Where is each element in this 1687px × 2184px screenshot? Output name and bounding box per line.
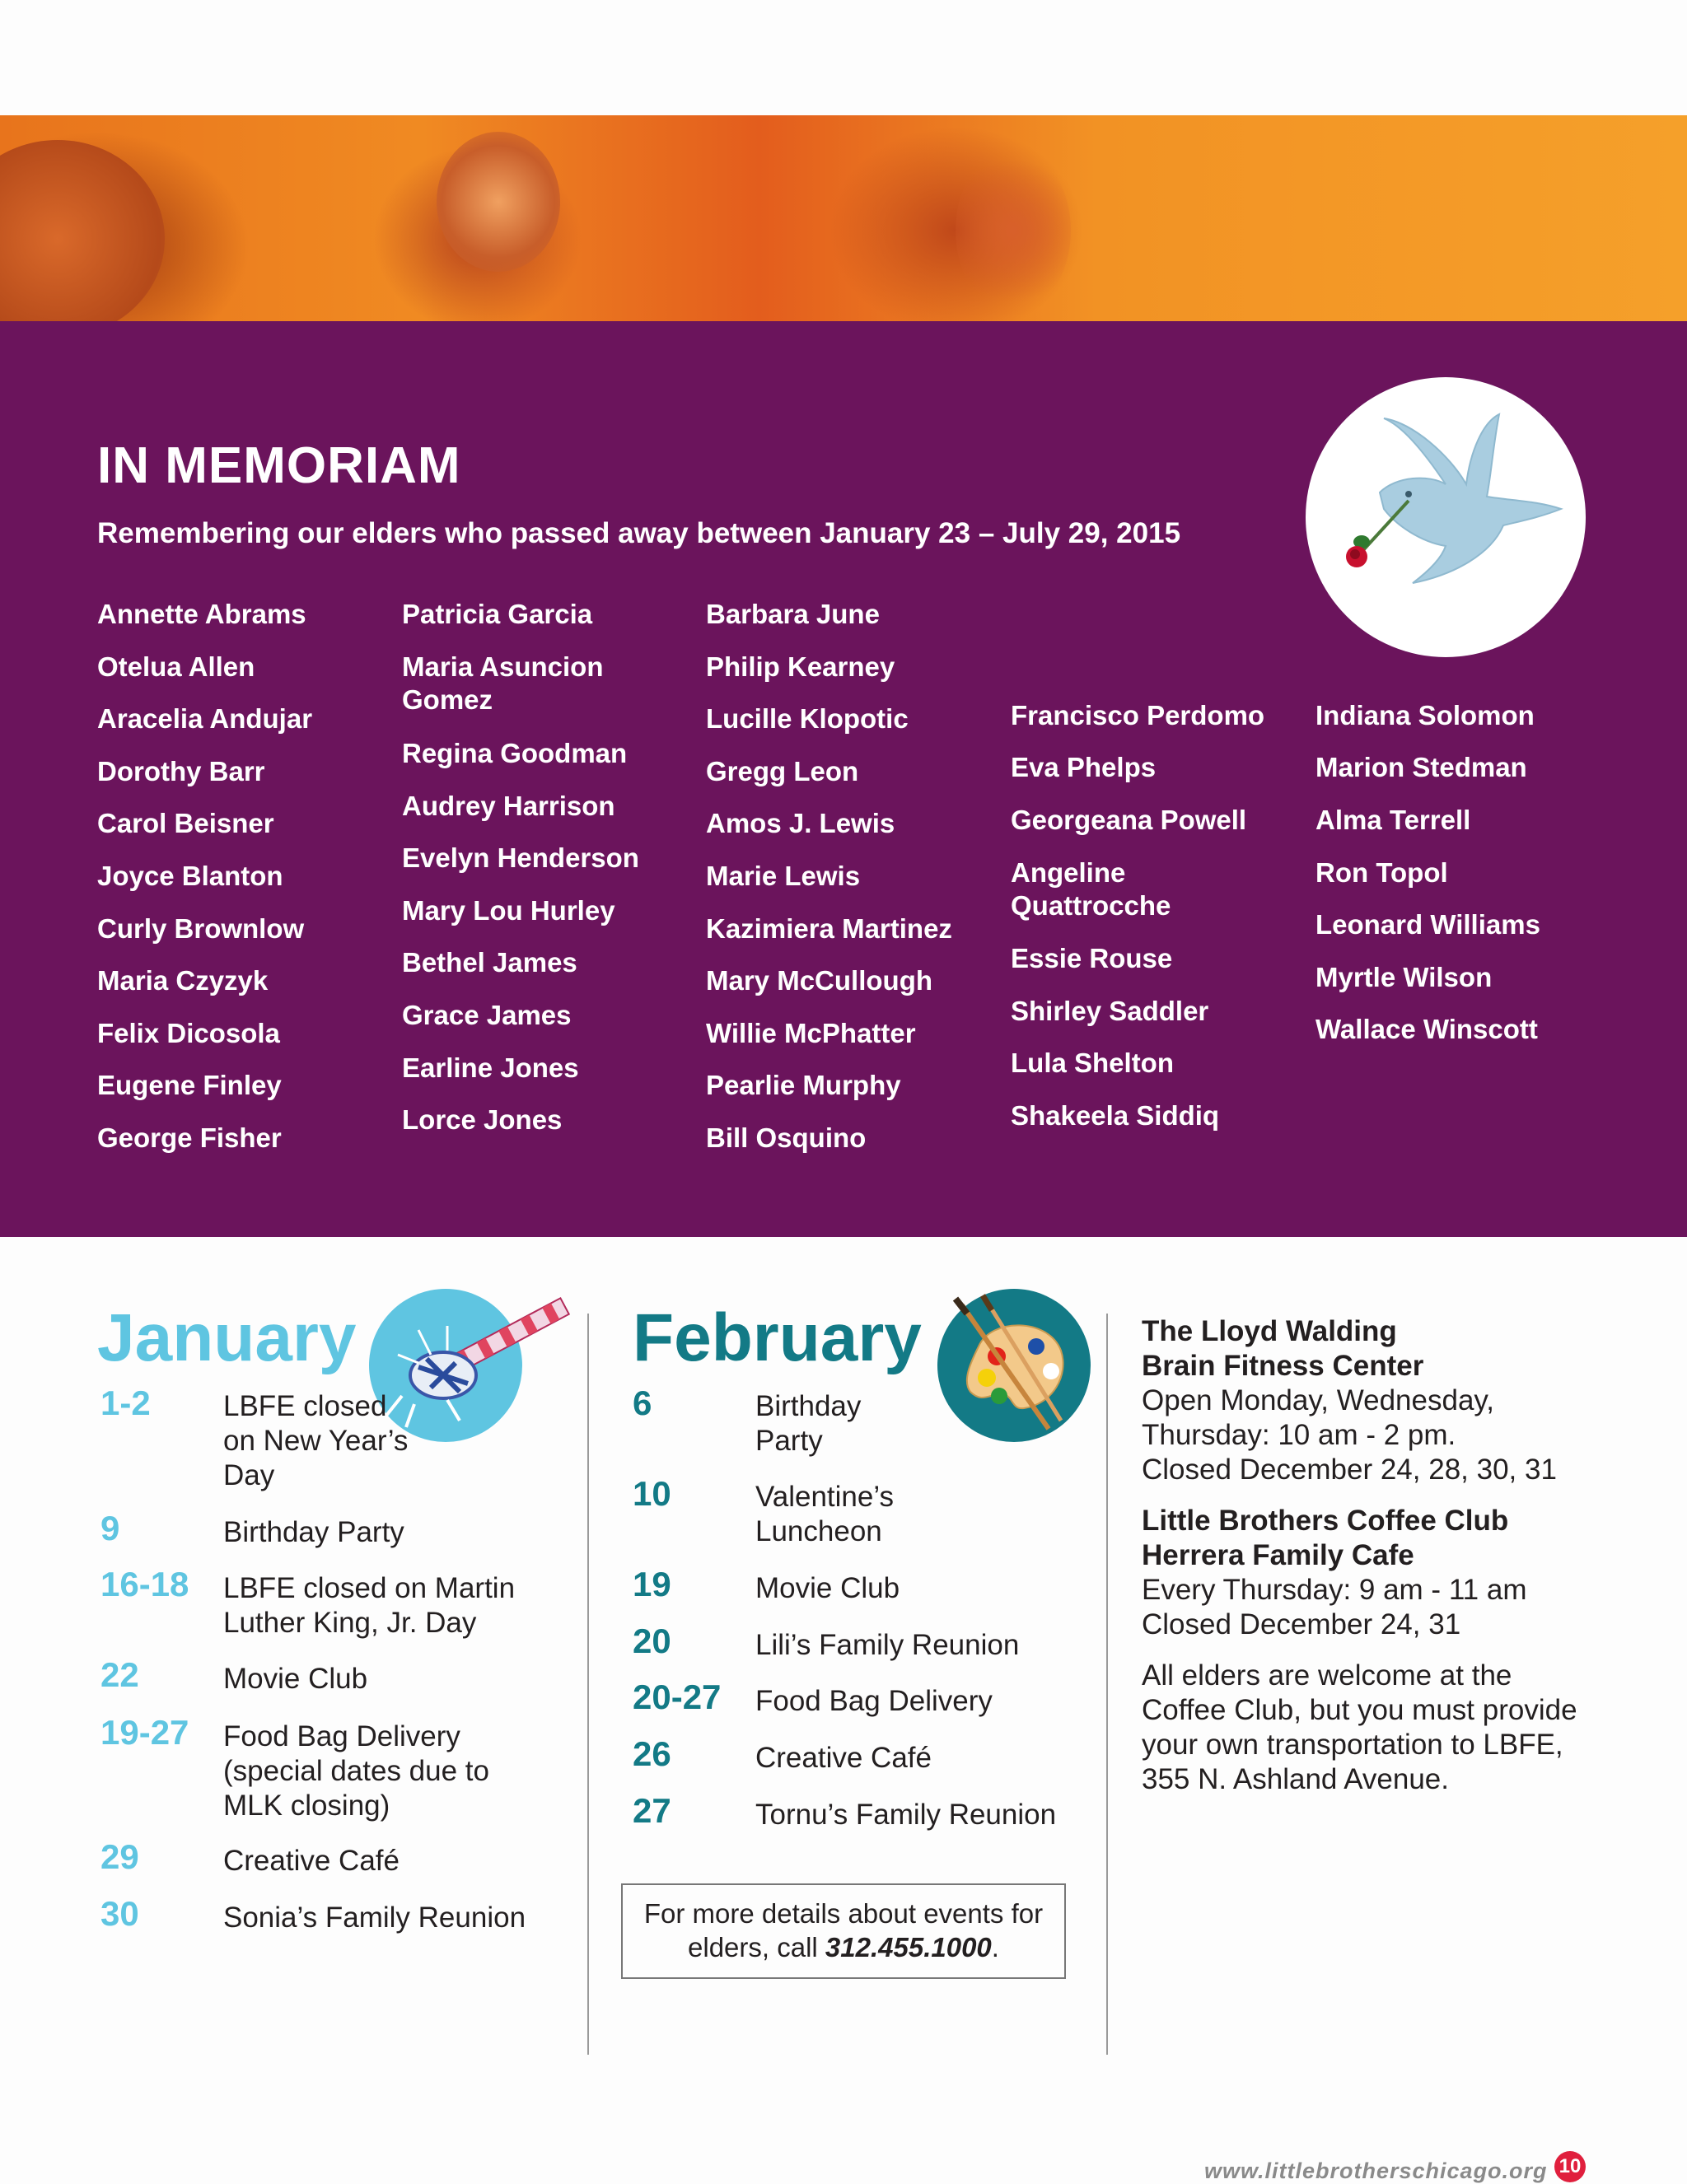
- name: Shirley Saddler: [1011, 996, 1209, 1026]
- fitness-hours-line1: Open Monday, Wednesday,: [1142, 1384, 1495, 1416]
- name: Eva Phelps: [1011, 752, 1157, 782]
- coffee-title-line1: Little Brothers Coffee Club: [1142, 1505, 1509, 1537]
- event-date: 22: [100, 1655, 139, 1694]
- coffee-club-welcome: [1142, 1659, 1619, 1797]
- photo-person-center: [437, 132, 560, 272]
- name: Leonard Williams: [1315, 909, 1540, 940]
- name: Willie McPhatter: [706, 1018, 916, 1048]
- fitness-title-line2: Brain Fitness Center: [1142, 1350, 1424, 1382]
- column-divider: [587, 1314, 589, 2055]
- event-date: 10: [633, 1474, 671, 1513]
- fitness-closed: Closed December 24, 28, 30, 31: [1142, 1454, 1557, 1486]
- event-text: Movie Club: [223, 1663, 368, 1695]
- name: Carol Beisner: [97, 808, 274, 838]
- coffee-hours: Every Thursday: 9 am - 11 am: [1142, 1574, 1527, 1606]
- name: Wallace Winscott: [1315, 1014, 1538, 1044]
- event-date: 20: [633, 1622, 671, 1660]
- photo-person-left: [0, 140, 165, 338]
- fitness-center-hours: [1142, 1384, 1619, 1487]
- event-text: Tornu’s Family Reunion: [755, 1799, 1057, 1831]
- name: Mary Lou Hurley: [402, 895, 615, 926]
- name: Gregg Leon: [706, 756, 859, 786]
- name: Evelyn Henderson: [402, 842, 639, 873]
- name: Francisco Perdomo: [1011, 700, 1265, 730]
- event-date: 16-18: [100, 1565, 189, 1603]
- january-title: January: [97, 1300, 357, 1375]
- coffee-club-title: [1142, 1504, 1603, 1573]
- event-date: 9: [100, 1509, 120, 1547]
- memoriam-title: IN MEMORIAM: [97, 437, 461, 494]
- name: Indiana Solomon: [1315, 700, 1535, 730]
- fitness-title-line1: The Lloyd Walding: [1142, 1315, 1397, 1347]
- name: Lorce Jones: [402, 1104, 563, 1135]
- welcome-line2: Coffee Club, but you must provide: [1142, 1694, 1577, 1726]
- name: Bill Osquino: [706, 1122, 867, 1153]
- name: Annette Abrams: [97, 599, 306, 629]
- name: George Fisher: [97, 1122, 282, 1153]
- name: Amos J. Lewis: [706, 808, 895, 838]
- name: Audrey Harrison: [402, 791, 615, 821]
- name: Maria Asuncion Gomez: [402, 651, 604, 715]
- event-text: Lili’s Family Reunion: [755, 1629, 1020, 1661]
- contact-line-1: For more details about events for: [643, 1898, 1044, 1929]
- welcome-line1: All elders are welcome at the: [1142, 1659, 1512, 1692]
- page-number-badge: 10: [1554, 2151, 1586, 2182]
- name: Patricia Garcia: [402, 599, 593, 629]
- name: Georgeana Powell: [1011, 805, 1247, 835]
- phone-number[interactable]: 312.455.1000: [825, 1932, 992, 1962]
- february-title: February: [633, 1300, 922, 1375]
- event-text: Movie Club: [755, 1572, 900, 1604]
- contact-line-2: [623, 1930, 1064, 1964]
- event-text: LBFE closed on Martin Luther King, Jr. Day: [223, 1572, 516, 1639]
- column-divider: [1106, 1314, 1108, 2055]
- event-date: 6: [633, 1384, 652, 1422]
- name: Marie Lewis: [706, 861, 861, 891]
- photo-person-right: [956, 148, 1071, 313]
- welcome-line3: your own transportation to LBFE,: [1142, 1729, 1563, 1761]
- contact-prefix: elders, call: [688, 1932, 825, 1962]
- memoriam-subtitle: Remembering our elders who passed away between January 23 – July 29, 2015: [97, 517, 1181, 549]
- name: Myrtle Wilson: [1315, 962, 1493, 992]
- coffee-title-line2: Herrera Family Cafe: [1142, 1539, 1414, 1571]
- name: Lucille Klopotic: [706, 703, 909, 734]
- name: Aracelia Andujar: [97, 703, 313, 734]
- name: Angeline Quattrocche: [1011, 857, 1171, 921]
- footer-website-link[interactable]: www.littlebrotherschicago.org: [1204, 2158, 1548, 2183]
- name: Lula Shelton: [1011, 1048, 1174, 1078]
- name: Earline Jones: [402, 1052, 579, 1083]
- dove-emblem: [1306, 377, 1586, 657]
- name: Dorothy Barr: [97, 756, 265, 786]
- name: Otelua Allen: [97, 651, 255, 682]
- name: Barbara June: [706, 599, 880, 629]
- event-text: Creative Café: [755, 1742, 932, 1774]
- coffee-closed: Closed December 24, 31: [1142, 1608, 1461, 1640]
- event-text: Birthday Party: [223, 1516, 404, 1548]
- name: Regina Goodman: [402, 738, 628, 768]
- event-text: Creative Café: [223, 1845, 400, 1877]
- event-text: LBFE closed on New Year’s Day: [223, 1390, 409, 1491]
- name: Mary McCullough: [706, 965, 933, 996]
- contact-suffix: .: [991, 1932, 999, 1962]
- event-text: Valentine’s Luncheon: [755, 1481, 894, 1547]
- header-photo: [0, 115, 1687, 321]
- name: Curly Brownlow: [97, 913, 305, 944]
- palette-icon-badge: [937, 1289, 1091, 1442]
- event-text: Food Bag Delivery: [755, 1685, 993, 1717]
- name: Essie Rouse: [1011, 943, 1173, 973]
- event-date: 20-27: [633, 1678, 722, 1716]
- event-date: 19-27: [100, 1713, 189, 1752]
- event-date: 30: [100, 1894, 139, 1933]
- event-date: 26: [633, 1734, 671, 1773]
- name: Grace James: [402, 1000, 572, 1030]
- name: Felix Dicosola: [97, 1018, 280, 1048]
- event-text: Sonia’s Family Reunion: [223, 1902, 526, 1934]
- welcome-line4: 355 N. Ashland Avenue.: [1142, 1763, 1449, 1795]
- coffee-club-hours: [1142, 1573, 1619, 1642]
- name: Bethel James: [402, 947, 577, 978]
- name: Marion Stedman: [1315, 752, 1527, 782]
- name: Ron Topol: [1315, 857, 1448, 888]
- paint-palette-icon: [937, 1289, 1091, 1442]
- name: Alma Terrell: [1315, 805, 1471, 835]
- name: Eugene Finley: [97, 1070, 282, 1100]
- name: Kazimiera Martinez: [706, 913, 952, 944]
- name: Philip Kearney: [706, 651, 895, 682]
- fitness-center-title: [1142, 1314, 1603, 1384]
- contact-info-box: [621, 1883, 1066, 1979]
- event-date: 19: [633, 1565, 671, 1603]
- name: Maria Czyzyk: [97, 965, 269, 996]
- dove-rose-icon: [1306, 377, 1586, 657]
- name: Shakeela Siddiq: [1011, 1100, 1220, 1131]
- event-date: 29: [100, 1837, 139, 1876]
- event-text: Food Bag Delivery (special dates due to MLK closing): [223, 1720, 489, 1822]
- fitness-hours-line2: Thursday: 10 am - 2 pm.: [1142, 1419, 1456, 1451]
- name: Joyce Blanton: [97, 861, 283, 891]
- event-text: Birthday Party: [755, 1390, 862, 1457]
- event-date: 27: [633, 1791, 671, 1830]
- event-date: 1-2: [100, 1384, 151, 1422]
- name: Pearlie Murphy: [706, 1070, 901, 1100]
